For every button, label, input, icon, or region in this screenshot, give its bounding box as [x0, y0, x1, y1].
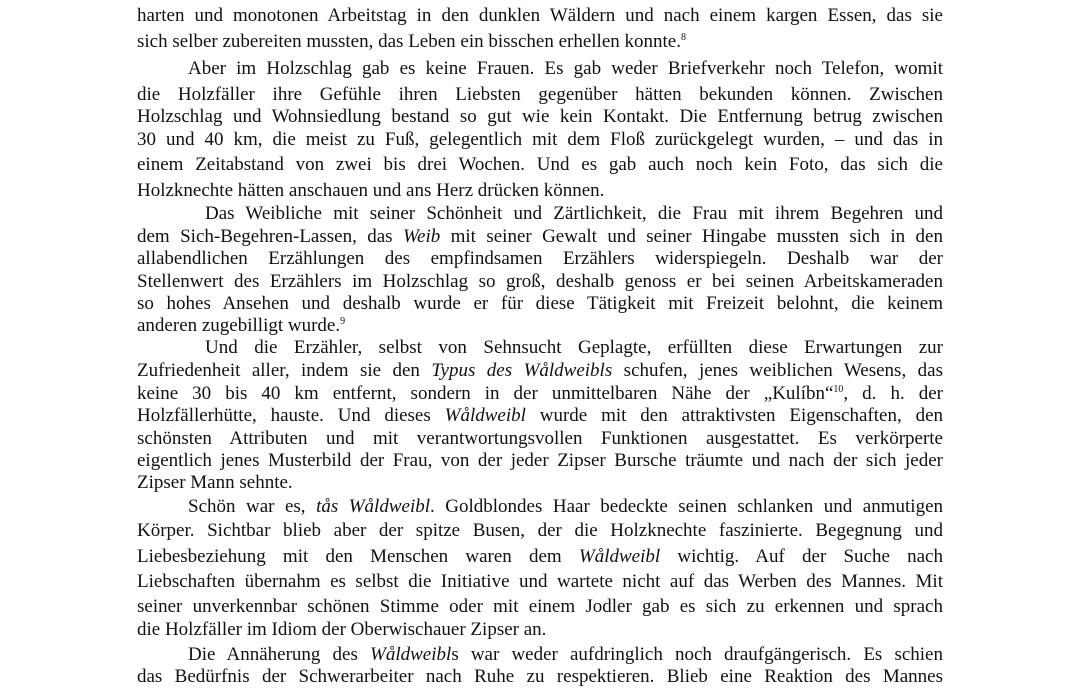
text-run: schufen, jenes weiblichen Wesens, das	[612, 360, 943, 381]
text-run: s war weder aufdringlich noch draufgängerisch. Es schien	[451, 644, 943, 665]
footnote-ref: 10	[833, 384, 844, 395]
text-run: die Holzfäller ihre Gefühle ihren Liebsten gegenüber hätten bekunden können. Zwischen	[137, 84, 943, 105]
text-line	[188, 56, 943, 82]
text-run: Schön war es,	[188, 496, 317, 517]
text-run: schönsten Attributen und mit verantwortungsvollen Funktionen ausgestattet. Es verkörperte	[137, 428, 943, 449]
text-run: Holzknechte hätten anschauen und ans Herz drücken können.	[137, 180, 605, 201]
text-run: 30 und 40 km, die meist zu Fuß, gelegentlich mit dem Floß zurückgelegt wurden, – und das in	[137, 129, 943, 150]
text-run: Aber im Holzschlag gab es keine Frauen. Es gab weder Briefverkehr noch Telefon, womit	[188, 58, 943, 79]
text-run: seiner unverkennbar schönen Stimme oder mit einem Jodler gab es sich zu erkennen und sprach	[137, 596, 943, 617]
text-line	[137, 617, 943, 643]
text-run: , d. h. der	[843, 383, 943, 404]
text-run: Die Annäherung des	[188, 644, 371, 665]
text-run: Zufriedenheit aller, indem sie den	[137, 360, 432, 381]
italic-term: Wåldweibl	[444, 405, 526, 426]
text-run: die Holzfäller im Idiom der Oberwischauer Zipser an.	[137, 619, 547, 640]
text-run: so hohes Ansehen und deshalb wurde er für diese Tätigkeit mit Freizeit belohnt, die keinem	[137, 293, 943, 314]
text-line	[137, 470, 943, 496]
text-run: Zipser Mann sehnte.	[137, 472, 293, 493]
text-run: dem Sich-Begehren-Lassen, das	[137, 226, 403, 247]
italic-term: tås Wåldweibl	[316, 496, 431, 517]
footnote-ref: 9	[340, 316, 346, 327]
footnote-ref: 8	[680, 32, 686, 43]
text-line	[137, 664, 943, 690]
text-run: einem Zeitabstand von zwei bis drei Wochen. Und es gab auch noch kein Foto, das sich die	[137, 154, 943, 175]
text-run: Körper. Sichtbar blieb aber der spitze Busen, der die Holzknechte faszinierte. Begegnung und	[137, 520, 943, 541]
text-run: harten und monotonen Arbeitstag in den dunklen Wäldern und nach einem kargen Essen, das sie	[137, 5, 943, 26]
text-line	[137, 569, 943, 595]
italic-term: Weib	[402, 226, 441, 247]
text-run: Liebesbeziehung mit den Menschen waren dem	[137, 546, 579, 567]
text-line	[137, 3, 943, 29]
text-run: keine 30 bis 40 km entfernt, sondern in der unmittelbaren Nähe der „Kulíbn“	[137, 383, 834, 404]
text-line	[137, 518, 943, 544]
text-line	[137, 152, 943, 178]
text-run: sich selber zubereiten mussten, das Leben ein bisschen erhellen konnte.	[137, 31, 681, 52]
italic-term: Wåldweibl	[578, 546, 661, 567]
text-run: das Bedürfnis der Schwerarbeiter nach Ruhe zu respektieren. Blieb eine Reaktion des Mannes	[137, 666, 943, 687]
text-run: Liebschaften übernahm es selbst die Initiative und wartete nicht auf das Werben des Mannes. Mit	[137, 571, 943, 592]
text-line	[188, 494, 943, 520]
text-run: allabendlichen Erzählungen des empfindsamen Erzählers widerspiegeln. Deshalb war der	[137, 248, 943, 269]
text-run: Stellenwert des Erzählers im Holzschlag so groß, deshalb genoss er bei seinen Arbeitskameraden	[137, 271, 943, 292]
text-run: Holzschlag und Wohnsiedlung bestand so gut wie kein Kontakt. Die Entfernung betrug zwischen	[137, 106, 943, 127]
italic-term: Wåldweibl	[370, 644, 452, 665]
text-run: mit seiner Gewalt und seiner Hingabe mussten sich in den	[440, 226, 943, 247]
text-line	[137, 544, 943, 570]
text-run: wurde mit den attraktivsten Eigenschaften, den	[525, 405, 944, 426]
text-line	[137, 127, 943, 153]
text-line	[137, 29, 943, 55]
text-run: wichtig. Auf der Suche nach	[660, 546, 943, 567]
text-run: eigentlich jenes Musterbild der Frau, von der jeder Zipser Bursche träumte und nach der sich jeder	[137, 450, 943, 471]
text-run: . Goldblondes Haar bedeckte seinen schlanken und anmutigen	[430, 496, 944, 517]
text-run: anderen zugebilligt wurde.	[137, 315, 341, 336]
text-run: Holzfällerhütte, hauste. Und dieses	[137, 405, 445, 426]
text-run: Und die Erzähler, selbst von Sehnsucht Geplagte, erfüllten diese Erwartungen zur	[205, 337, 943, 358]
italic-term: Typus des Wåldweibls	[431, 360, 613, 381]
text-run: Das Weibliche mit seiner Schönheit und Zärtlichkeit, die Frau mit ihrem Begehren und	[205, 203, 943, 224]
